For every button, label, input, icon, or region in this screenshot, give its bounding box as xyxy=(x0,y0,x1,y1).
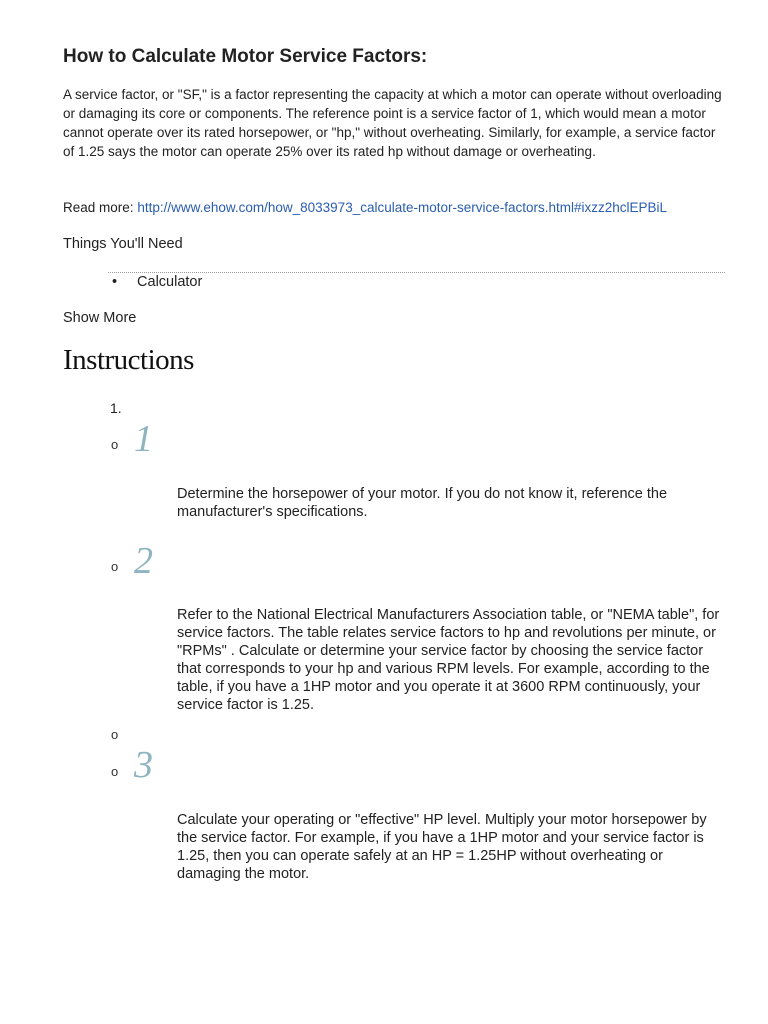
circle-bullet-icon: o xyxy=(111,559,119,574)
bullet-icon: • xyxy=(112,274,118,290)
step-number: 1 xyxy=(134,418,153,460)
dotted-divider xyxy=(108,272,725,273)
instructions-heading: Instructions xyxy=(63,344,194,376)
ordered-list-marker: 1. xyxy=(110,400,122,416)
read-more-line xyxy=(63,198,667,217)
step-text: Determine the horsepower of your motor. If you do not know it, reference the manufacturer's specifications. xyxy=(177,486,668,520)
list-item xyxy=(112,274,202,290)
intro-paragraph: A service factor, or "SF," is a factor representing the capacity at which a motor can operate without overloading or damaging its core or components. The reference point is a service factor of 1, which would mean a motor cannot operate over its rated horsepower, or "hp," without overheating. Similarly, for example, a service factor of 1.25 says the motor can operate 25% over its rated hp without damage or overheating. xyxy=(63,87,722,159)
show-more-link[interactable]: Show More xyxy=(63,310,137,326)
step-number: 2 xyxy=(134,540,153,582)
circle-bullet-icon: o xyxy=(111,764,119,779)
needs-item-label: Calculator xyxy=(137,274,203,290)
step-number: 3 xyxy=(134,744,153,786)
circle-bullet-icon: o xyxy=(111,727,119,742)
step-text: Refer to the National Electrical Manufacturers Association table, or "NEMA table", for service factors. The table relates service factors to hp and revolutions per minute, or "RPMs" . Calculate or determine your service factor by choosing the service factor that corresponds to your hp and various RPM levels. For example, according to the table, if you have a 1HP motor and you operate it at 3600 RPM continuously, your service factor is 1.25. xyxy=(177,607,720,713)
read-more-link[interactable]: http://www.ehow.com/how_8033973_calculate-motor-service-factors.html#ixzz2hclEPBiL xyxy=(137,200,668,215)
circle-bullet-icon: o xyxy=(111,437,119,452)
things-needed-heading: Things You'll Need xyxy=(63,236,183,252)
article-title: How to Calculate Motor Service Factors: xyxy=(63,46,428,67)
step-text: Calculate your operating or "effective" HP level. Multiply your motor horsepower by the service factor. For example, if you have a 1HP motor and your service factor is 1.25, then you can operate safely at an HP = 1.25HP without overheating or damaging the motor. xyxy=(177,812,707,882)
read-more-label: Read more: xyxy=(63,200,134,215)
